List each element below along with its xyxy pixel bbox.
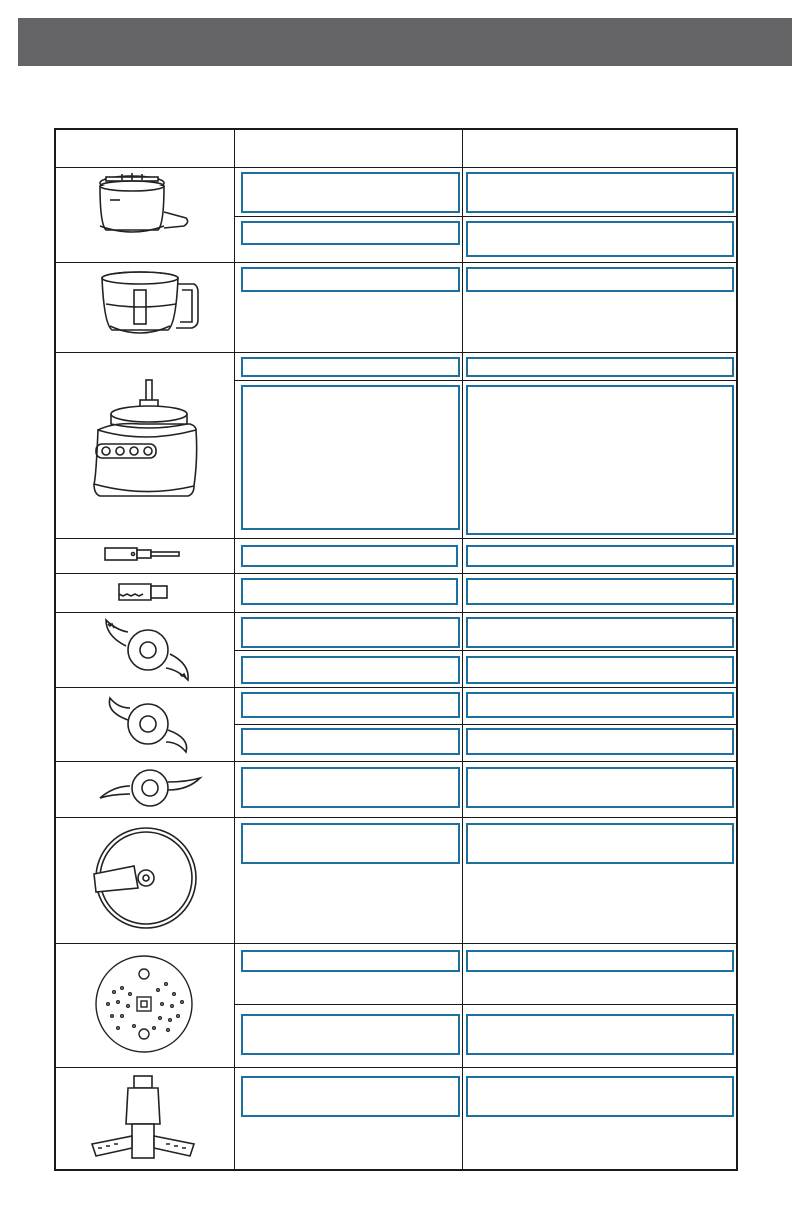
text-box-placeholder [466,578,734,605]
row-divider [56,943,736,944]
header-bar [18,18,792,66]
dough-blade-icon [88,1074,200,1166]
subrow-divider [234,724,736,725]
subrow-divider [234,650,736,651]
row-divider [56,262,736,263]
row-divider [56,538,736,539]
subrow-divider [234,216,736,217]
text-box-placeholder [241,172,460,213]
row-divider [56,573,736,574]
text-box-placeholder [241,1014,460,1055]
text-box-placeholder [466,357,734,377]
subrow-divider [234,380,736,381]
text-box-placeholder [241,617,460,648]
text-box-placeholder [466,221,734,257]
text-box-placeholder [466,728,734,755]
text-box-placeholder [241,357,460,377]
text-box-placeholder [241,385,460,530]
row-divider [56,1067,736,1068]
multipurpose-blade-icon [96,694,200,754]
text-box-placeholder [241,578,458,605]
text-box-placeholder [466,767,734,808]
row-divider [56,761,736,762]
text-box-placeholder [466,172,734,213]
text-box-placeholder [241,950,460,972]
text-box-placeholder [466,692,734,718]
row-divider [56,612,736,613]
drive-adapter-short-icon [117,580,171,604]
text-box-placeholder [241,1076,460,1117]
text-box-placeholder [241,728,460,755]
shredding-disc-icon [88,954,204,1058]
text-box-placeholder [241,767,460,808]
text-box-placeholder [466,385,734,535]
text-box-placeholder [241,656,460,684]
header-row-divider [56,167,736,168]
text-box-placeholder [466,1076,734,1117]
text-box-placeholder [466,617,734,648]
slicing-disc-icon [88,826,208,930]
row-divider [56,352,736,353]
work-bowl-with-lid-icon [92,172,192,240]
multipurpose-blade-serrated-icon [96,616,200,684]
drive-adapter-long-icon [103,544,183,564]
work-bowl-icon [98,268,202,340]
row-divider [56,687,736,688]
text-box-placeholder [241,221,460,245]
base-unit-icon [84,378,204,502]
text-box-placeholder [466,267,734,292]
text-box-placeholder [241,692,460,718]
text-box-placeholder [466,545,734,567]
text-box-placeholder [466,950,734,972]
text-box-placeholder [241,823,460,864]
text-box-placeholder [466,1014,734,1055]
text-box-placeholder [241,545,458,567]
text-box-placeholder [466,823,734,864]
mini-blade-icon [96,768,206,808]
text-box-placeholder [466,656,734,684]
text-box-placeholder [241,267,460,292]
subrow-divider [234,1004,736,1005]
row-divider [56,817,736,818]
